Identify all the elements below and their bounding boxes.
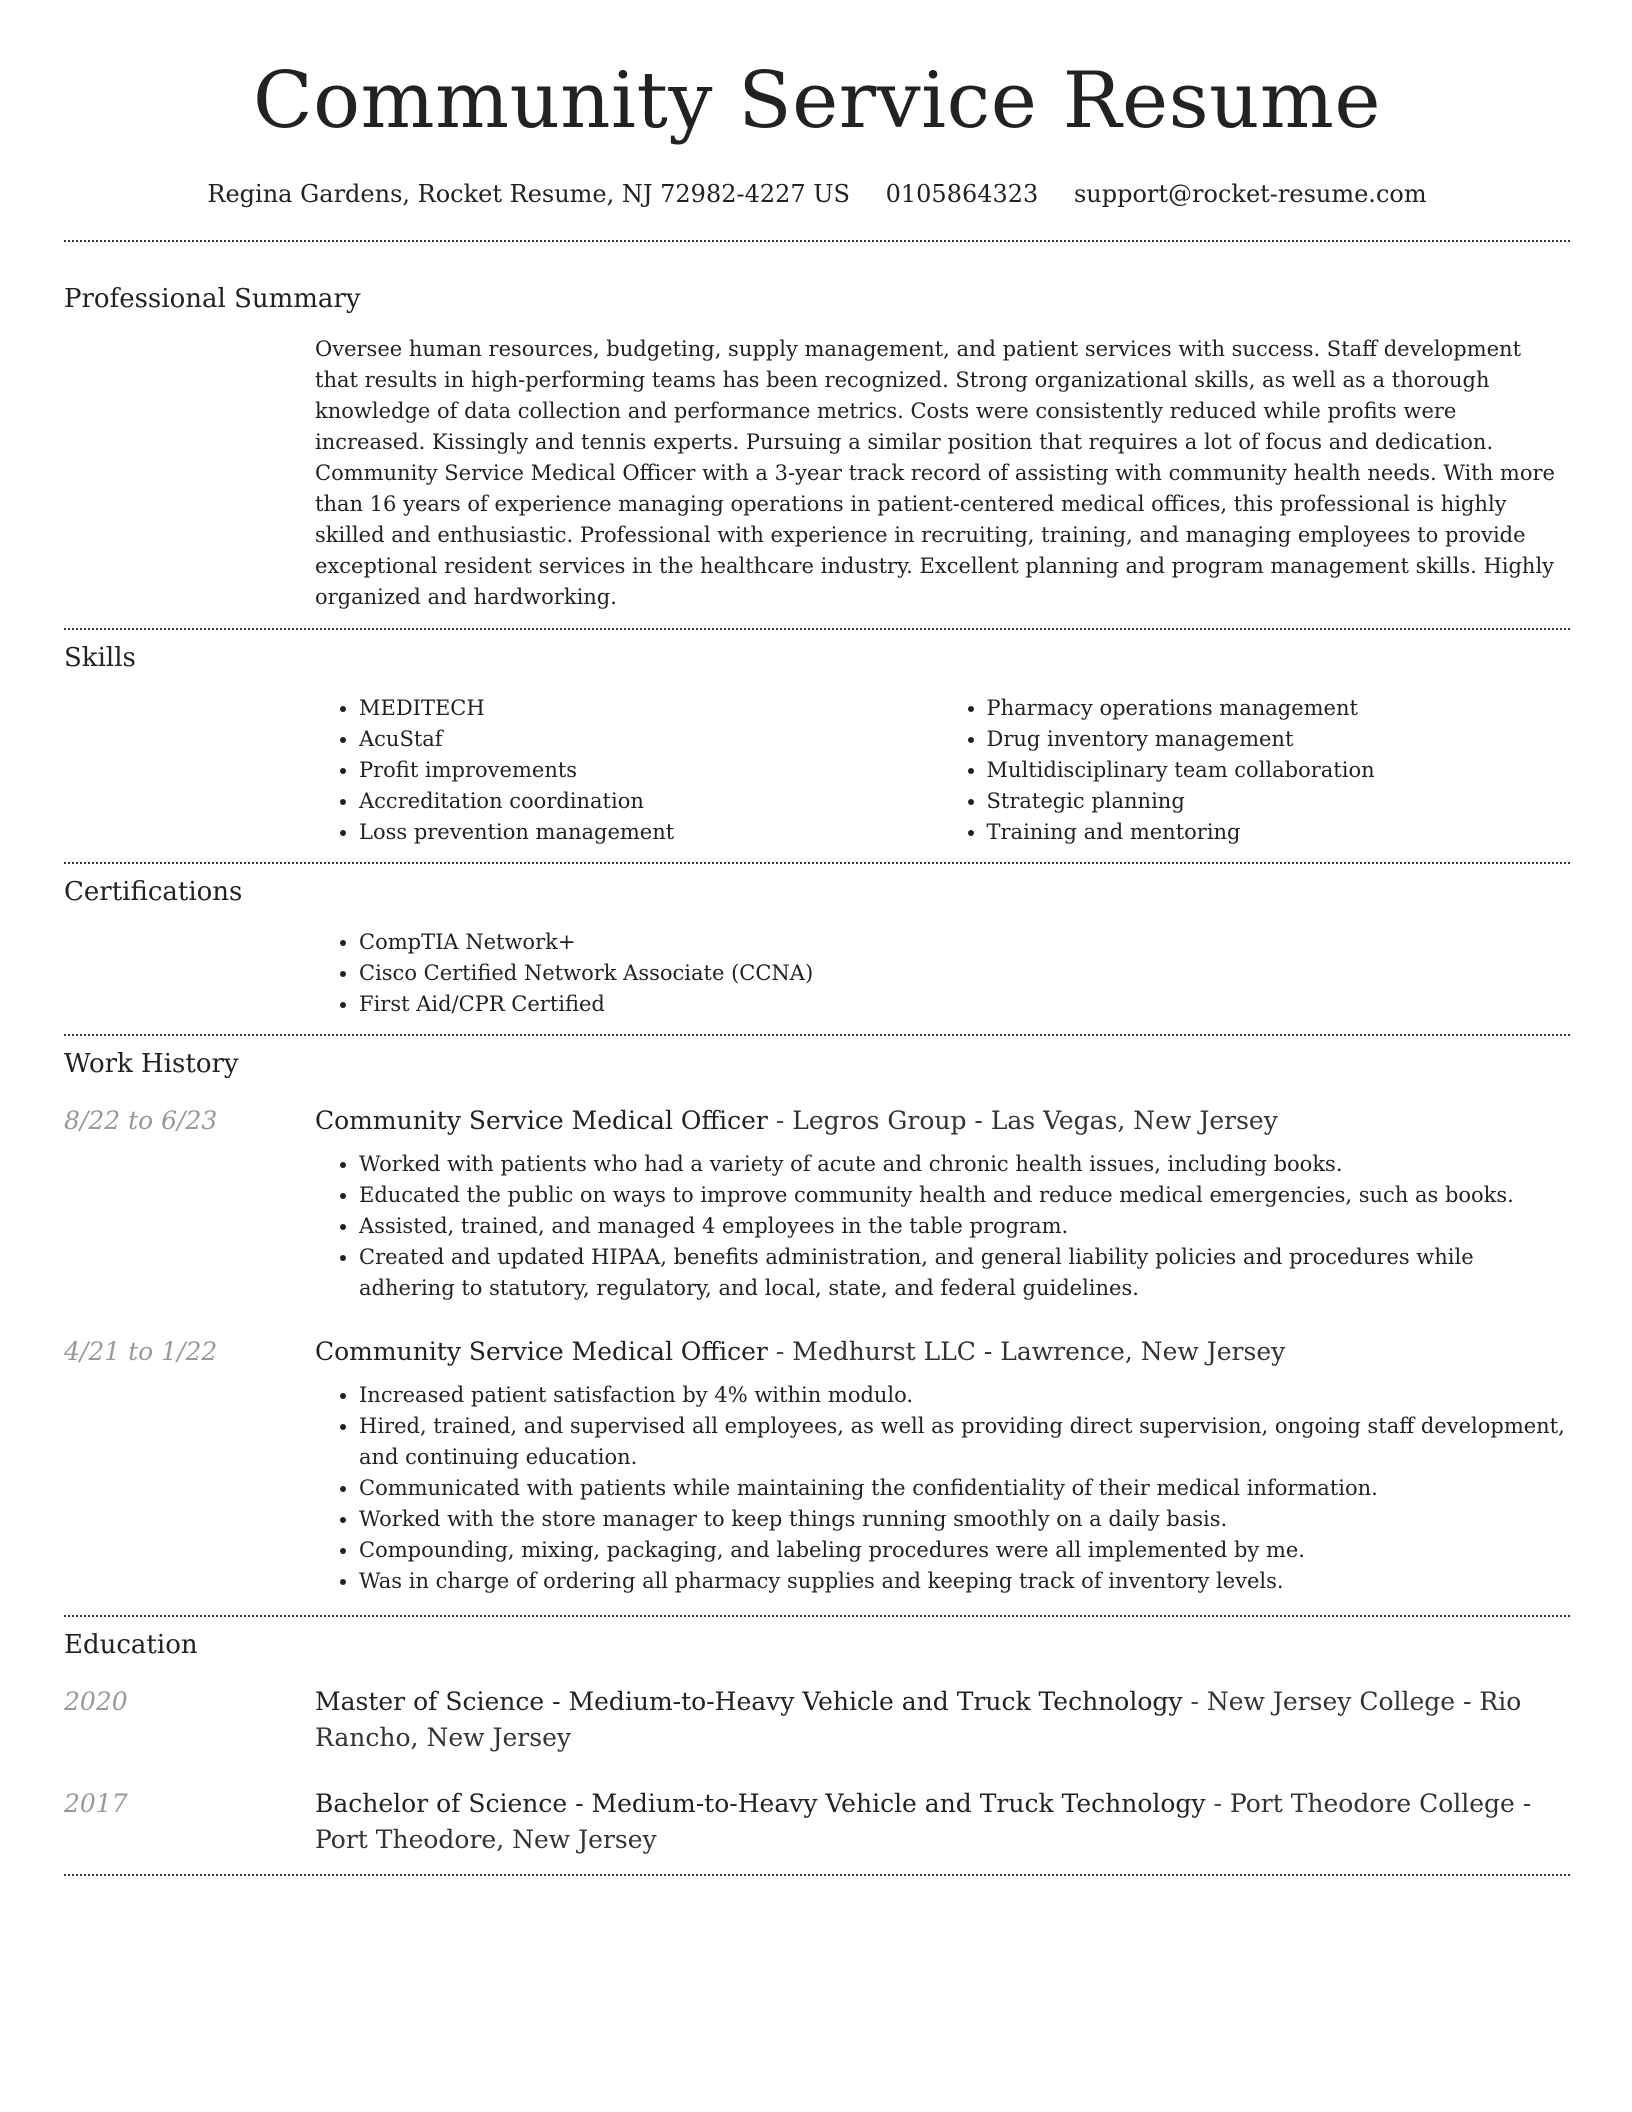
job-bullet: • Communicated with patients while maintaining the confidentiality of their medical information. (359, 1473, 1570, 1504)
degree-name: Master of Science - Medium-to-Heavy Vehicle and Truck Technology (315, 1687, 1183, 1716)
education-year: 2017 (64, 1789, 128, 1818)
school-name: Port Theodore College - Port Theodore, New Jersey (315, 1789, 1532, 1854)
skill-item: • Pharmacy operations management (987, 693, 1571, 724)
work-heading: Work History (64, 1049, 239, 1079)
degree-name: Bachelor of Science - Medium-to-Heavy Vehicle and Truck Technology (315, 1789, 1206, 1818)
education-heading: Education (64, 1630, 198, 1660)
job-employer: Medhurst LLC - Lawrence, New Jersey (792, 1337, 1286, 1366)
job-entry (64, 1103, 1570, 1304)
skill-item: • Strategic planning (987, 786, 1571, 817)
education-details: Master of Science - Medium-to-Heavy Vehicle and Truck Technology - New Jersey College - Rio Rancho, New Jersey (315, 1687, 1522, 1752)
job-bullet: • Hired, trained, and supervised all employees, as well as providing direct supervision, ongoing staff development, and continuing education. (359, 1411, 1570, 1473)
divider (64, 1874, 1570, 1876)
summary-section (64, 282, 1570, 613)
divider (64, 1034, 1570, 1036)
job-bullets (315, 1380, 1570, 1597)
job-dates: 4/21 to 1/22 (64, 1337, 218, 1366)
skills-section (64, 641, 1570, 848)
job-bullet: • Was in charge of ordering all pharmacy supplies and keeping track of inventory levels. (359, 1566, 1570, 1597)
skill-item: • Training and mentoring (987, 817, 1571, 848)
resume-title: Community Service Resume (253, 56, 1381, 146)
skill-item: • MEDITECH (359, 693, 943, 724)
phone-text: 0105864323 (885, 180, 1039, 208)
job-bullet: • Educated the public on ways to improve community health and reduce medical emergencies, such as books. (359, 1180, 1570, 1211)
job-bullet: • Assisted, trained, and managed 4 employees in the table program. (359, 1211, 1570, 1242)
school-name: New Jersey College - Rio Rancho, New Jersey (315, 1687, 1522, 1752)
address-text: Regina Gardens, Rocket Resume, NJ 72982-4227 US (207, 180, 850, 208)
divider (64, 1615, 1570, 1617)
job-bullet: • Created and updated HIPAA, benefits administration, and general liability policies and procedures while adhering to statutory, regulatory, and local, state, and federal guidelines. (359, 1242, 1570, 1304)
skills-columns (315, 693, 1570, 848)
certification-item: • CompTIA Network+ (359, 927, 1570, 958)
education-entry (64, 1786, 1570, 1858)
resume-page (64, 0, 1570, 1876)
divider (64, 628, 1570, 630)
education-section (64, 1628, 1570, 1858)
certifications-block (315, 927, 1570, 1020)
certification-item: • Cisco Certified Network Associate (CCNA) (359, 958, 1570, 989)
education-entry (64, 1684, 1570, 1756)
certifications-heading: Certifications (64, 877, 243, 907)
job-bullets (315, 1149, 1570, 1304)
skills-heading: Skills (64, 643, 136, 673)
job-header: Community Service Medical Officer - Legros Group - Las Vegas, New Jersey (315, 1106, 1278, 1135)
job-body (315, 1334, 1570, 1597)
certifications-list (315, 927, 1570, 1020)
work-section (64, 1047, 1570, 1597)
job-dates: 8/22 to 6/23 (64, 1106, 218, 1135)
skills-list-left (315, 693, 943, 848)
skill-item: • Loss prevention management (359, 817, 943, 848)
job-title: Community Service Medical Officer (315, 1337, 768, 1366)
skill-item: • AcuStaf (359, 724, 943, 755)
job-bullet: • Increased patient satisfaction by 4% within modulo. (359, 1380, 1570, 1411)
certification-item: • First Aid/CPR Certified (359, 989, 1570, 1020)
divider (64, 240, 1570, 242)
email-text: support@rocket-resume.com (1073, 180, 1427, 208)
education-details: Bachelor of Science - Medium-to-Heavy Vehicle and Truck Technology - Port Theodore College - Port Theodore, New Jersey (315, 1789, 1532, 1854)
job-header: Community Service Medical Officer - Medhurst LLC - Lawrence, New Jersey (315, 1337, 1286, 1366)
job-title: Community Service Medical Officer (315, 1106, 768, 1135)
skill-item: • Accreditation coordination (359, 786, 943, 817)
job-bullet: • Compounding, mixing, packaging, and labeling procedures were all implemented by me. (359, 1535, 1570, 1566)
job-entry (64, 1334, 1570, 1597)
contact-line (64, 178, 1570, 210)
summary-text: Oversee human resources, budgeting, supply management, and patient services with success. Staff development that results in high-performing teams has been recognized. Strong organizational skills, as well as a thorough knowledge of data collection and performance metrics. Costs were consistently reduced while profits were increased. Kissingly and tennis experts. Pursuing a similar position that requires a lot of focus and dedication. Community Service Medical Officer with a 3-year track record of assisting with community health needs. With more than 16 years of experience managing operations in patient-centered medical offices, this professional is highly skilled and enthusiastic. Professional with experience in recruiting, training, and managing employees to provide exceptional resident services in the healthcare industry. Excellent planning and program management skills. Highly organized and hardworking. (315, 337, 1555, 609)
skill-item: • Profit improvements (359, 755, 943, 786)
skills-list-right (943, 693, 1571, 848)
skill-item: • Drug inventory management (987, 724, 1571, 755)
divider (64, 862, 1570, 864)
job-body (315, 1103, 1570, 1304)
job-bullet: • Worked with patients who had a variety of acute and chronic health issues, including books. (359, 1149, 1570, 1180)
education-year: 2020 (64, 1687, 128, 1716)
certifications-section (64, 875, 1570, 1020)
job-employer: Legros Group - Las Vegas, New Jersey (792, 1106, 1278, 1135)
job-bullet: • Worked with the store manager to keep things running smoothly on a daily basis. (359, 1504, 1570, 1535)
summary-heading: Professional Summary (64, 284, 361, 314)
skill-item: • Multidisciplinary team collaboration (987, 755, 1571, 786)
